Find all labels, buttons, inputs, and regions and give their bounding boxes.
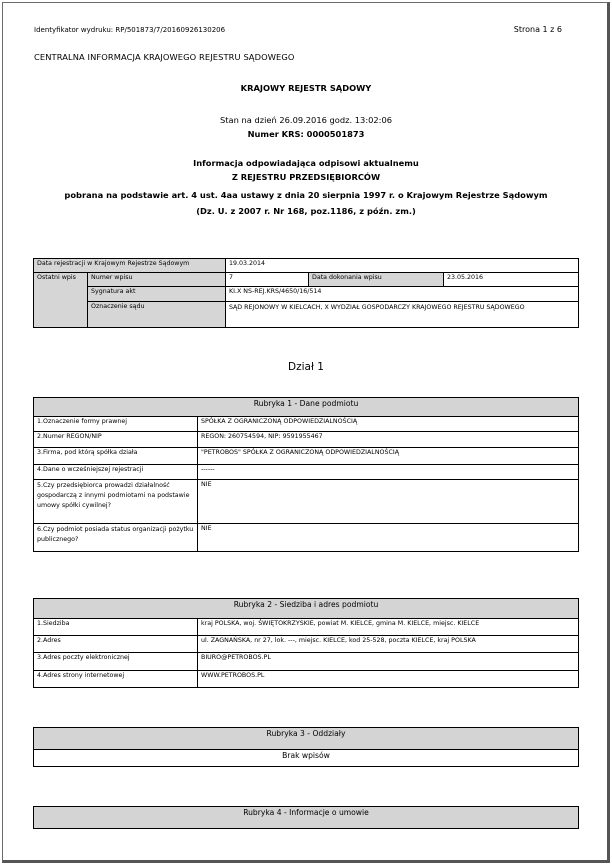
rubric-2-table xyxy=(33,598,579,688)
entry-number-label: Numer wpisu xyxy=(88,273,226,287)
rubric-3-title: Rubryka 3 - Oddziały xyxy=(34,728,579,750)
entry-date-label: Data dokonania wpisu xyxy=(309,273,444,287)
rubric-1-value: NIE xyxy=(198,480,579,524)
rubric-4-table xyxy=(33,806,579,829)
rubric-1-label: 2.Numer REGON/NIP xyxy=(34,432,198,448)
rubric-1-label: 5.Czy przedsiębiorca prowadzi działalność gospodarczą z innymi podmiotami na podstawie umowy spółki cywilnej? xyxy=(34,480,198,524)
court-value: SĄD REJONOWY W KIELCACH, X WYDZIAŁ GOSPODARCZY KRAJOWEGO REJESTRU SĄDOWEGO xyxy=(226,302,579,328)
rubric-1-value: REGON: 260754594, NIP: 9591955467 xyxy=(198,432,579,448)
rubric-1-label: 6.Czy podmiot posiada status organizacji pożytku publicznego? xyxy=(34,524,198,552)
rubric-1-label: 3.Firma, pod którą spółka działa xyxy=(34,448,198,465)
entry-date-value: 23.05.2016 xyxy=(444,273,579,287)
rubric-2-label: 2.Adres xyxy=(34,636,198,653)
section-title: Dział 1 xyxy=(288,361,324,373)
rubric-3-table xyxy=(33,727,579,767)
rubric-2-label: 4.Adres strony internetowej xyxy=(34,671,198,688)
rubric-2-value: BIURO@PETROBOS.PL xyxy=(198,653,579,671)
case-number-value: KI.X NS-REJ.KRS/4650/16/514 xyxy=(226,287,579,302)
rubric-1-table xyxy=(33,397,579,552)
central-info-title: CENTRALNA INFORMACJA KRAJOWEGO REJESTRU SĄDOWEGO xyxy=(34,52,295,62)
rubric-1-label: 4.Dane o wcześniejszej rejestracji xyxy=(34,465,198,480)
rubric-2-value: WWW.PETROBOS.PL xyxy=(198,671,579,688)
rubric-2-label: 1.Siedziba xyxy=(34,619,198,636)
rubric-1-title: Rubryka 1 - Dane podmiotu xyxy=(34,398,579,417)
reg-date-label: Data rejestracji w Krajowym Rejestrze Sądowym xyxy=(34,259,226,273)
register-name: Z REJESTRU PRZEDSIĘBIORCÓW xyxy=(231,172,381,182)
rubric-1-value: "PETROBOS" SPÓŁKA Z OGRANICZONĄ ODPOWIEDZIALNOŚCIĄ xyxy=(198,448,579,465)
krs-number: Numer KRS: 0000501873 xyxy=(247,129,365,139)
no-entries: Brak wpisów xyxy=(34,750,579,767)
rubric-2-value: ul. ZAGNAŃSKA, nr 27, lok. ---, miejsc. KIELCE, kod 25-528, poczta KIELCE, kraj POLSKA xyxy=(198,636,579,653)
rubric-2-title: Rubryka 2 - Siedziba i adres podmiotu xyxy=(34,599,579,619)
rubric-1-value: SPÓŁKA Z OGRANICZONĄ ODPOWIEDZIALNOŚCIĄ xyxy=(198,417,579,432)
state-date: Stan na dzień 26.09.2016 godz. 13:02:06 xyxy=(219,115,393,125)
rubric-2-value: kraj POLSKA, woj. ŚWIĘTOKRZYSKIE, powiat M. KIELCE, gmina M. KIELCE, miejsc. KIELCE xyxy=(198,619,579,636)
rubric-4-title: Rubryka 4 - Informacje o umowie xyxy=(34,807,579,829)
last-entry-label: Ostatni wpis xyxy=(34,273,88,328)
legal-basis: pobrana na podstawie art. 4 ust. 4aa ustawy z dnia 20 sierpnia 1997 r. o Krajowym Rejestrze Sądowym (Dz. U. z 2007 r. Nr 168, poz.1186, z późn. zm.) xyxy=(64,190,548,216)
registry-title: KRAJOWY REJESTR SĄDOWY xyxy=(240,83,372,93)
reg-date-value: 19.03.2014 xyxy=(226,259,579,273)
entry-number-value: 7 xyxy=(226,273,309,287)
page-indicator: Strona 1 z 6 xyxy=(513,25,562,34)
print-identifier: Identyfikator wydruku: RP/501873/7/20160926130206 xyxy=(34,26,226,34)
court-label: Oznaczenie sądu xyxy=(88,302,226,328)
rubric-1-value: ------ xyxy=(198,465,579,480)
info-heading: Informacja odpowiadająca odpisowi aktualnemu xyxy=(193,158,419,168)
rubric-1-label: 1.Oznaczenie formy prawnej xyxy=(34,417,198,432)
registration-table xyxy=(33,258,579,328)
case-number-label: Sygnatura akt xyxy=(88,287,226,302)
rubric-1-value: NIE xyxy=(198,524,579,552)
rubric-2-label: 3.Adres poczty elektronicznej xyxy=(34,653,198,671)
